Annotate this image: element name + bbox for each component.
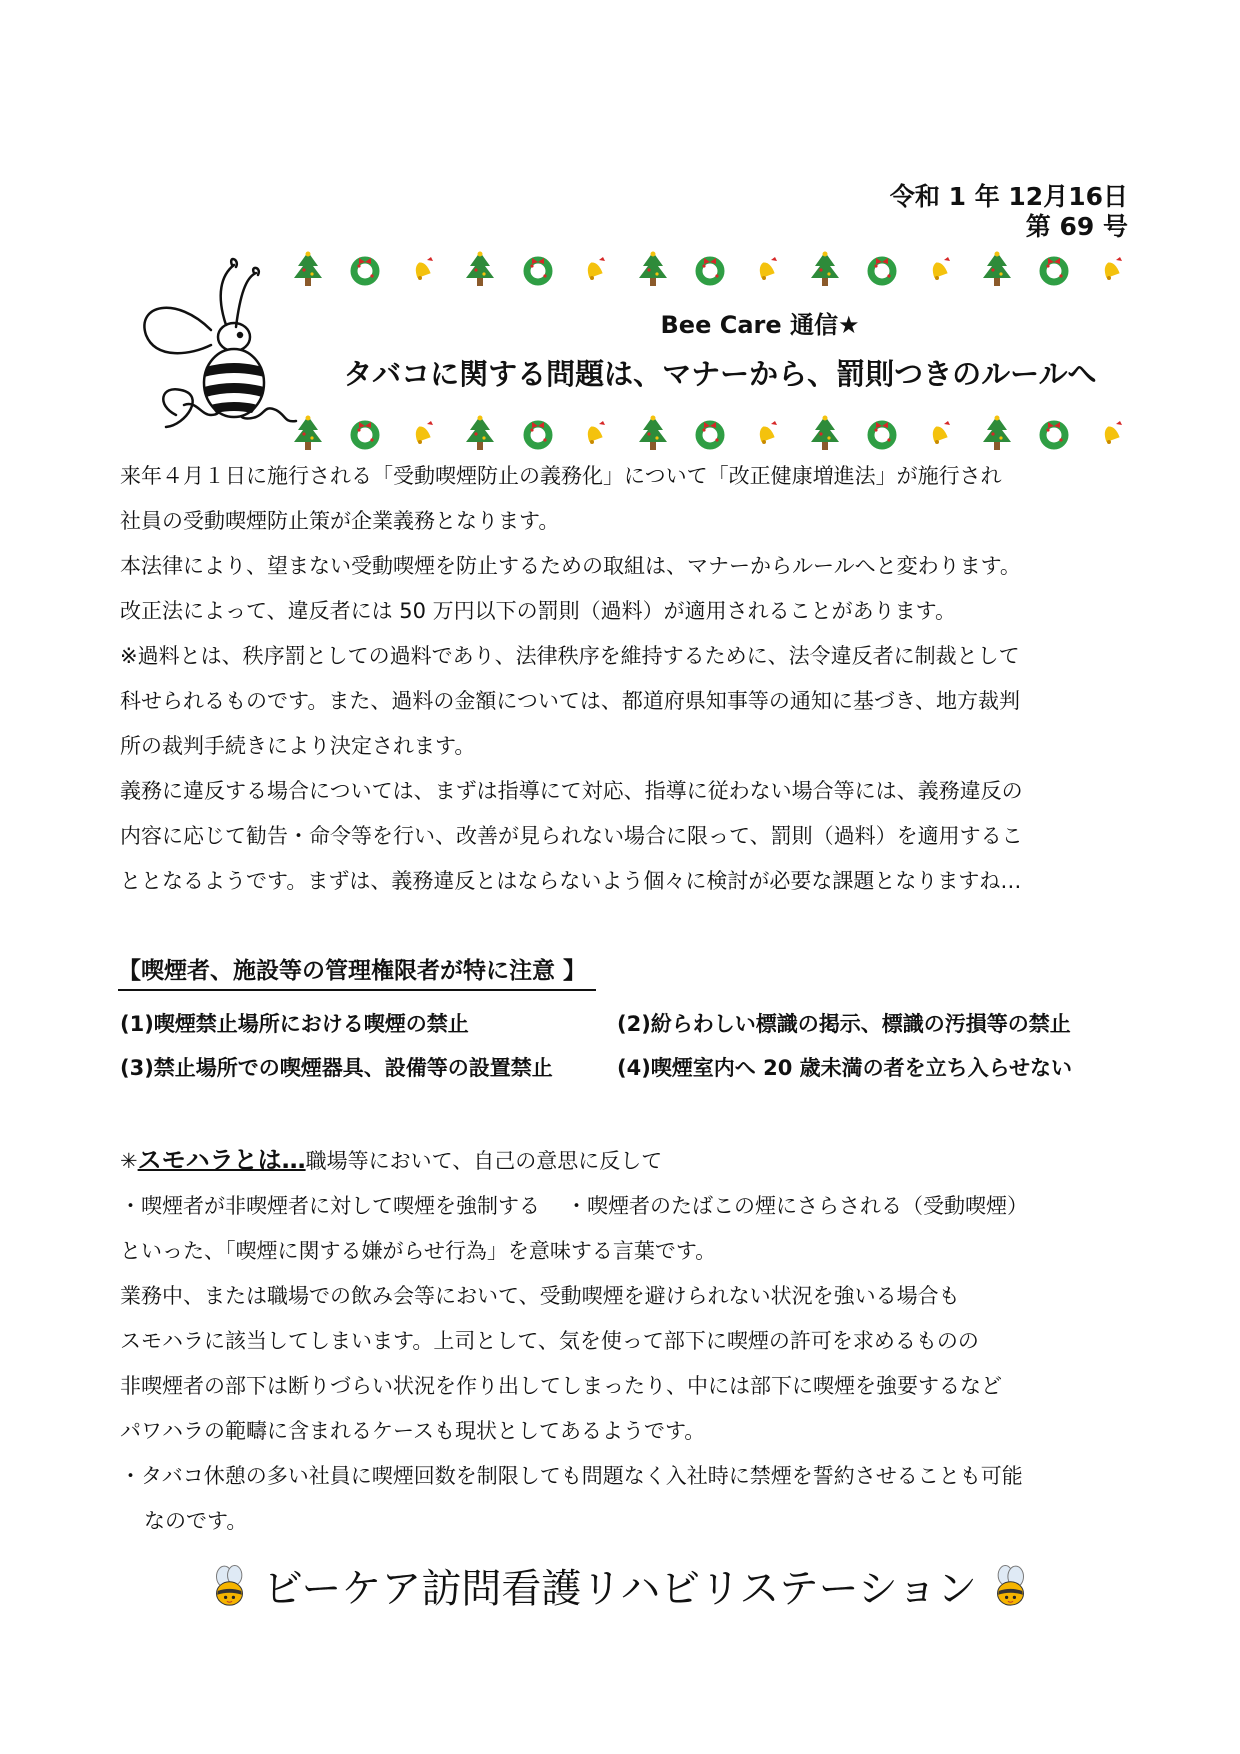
- smohara-line: 非喫煙者の部下は断りづらい状況を作り出してしまったり、中には部下に喫煙を強要するなど: [120, 1374, 1002, 1398]
- headline: タバコに関する問題は、マナーから、罰則つきのルールへ: [343, 357, 1097, 391]
- issue-number: 第 69 号: [1025, 212, 1128, 241]
- wreath-icon: [1036, 414, 1072, 454]
- tree-icon: [635, 250, 671, 290]
- smohara-heading-line: [120, 1138, 1130, 1184]
- issue-date: 令和 1 年 12月16日: [889, 182, 1128, 211]
- tree-icon: [635, 414, 671, 454]
- intro-text: [120, 454, 1130, 904]
- intro-line: 社員の受動喫煙防止策が企業義務となります。: [120, 509, 560, 533]
- bell-icon: [405, 250, 441, 290]
- smohara-lead: 職場等において、自己の意思に反して: [305, 1149, 663, 1173]
- smohara-line: といった、「喫煙に関する嫌がらせ行為」を意味する言葉です。: [120, 1239, 717, 1263]
- tree-icon: [979, 250, 1015, 290]
- smohara-line: 業務中、または職場での飲み会等において、受動喫煙を避けられない状況を強いる場合も: [120, 1284, 960, 1308]
- wreath-icon: [692, 414, 728, 454]
- bell-icon: [405, 414, 441, 454]
- bell-icon: [922, 250, 958, 290]
- newsletter-title: Bee Care 通信★: [660, 311, 860, 339]
- rule-item-1: (1)喫煙禁止場所における喫煙の禁止: [120, 1012, 469, 1036]
- wreath-icon: [864, 414, 900, 454]
- tree-icon: [462, 414, 498, 454]
- smohara-title: スモハラとは…: [137, 1146, 306, 1174]
- bell-icon: [749, 414, 785, 454]
- issue-info: [890, 182, 1128, 242]
- intro-line: ととなるようです。まずは、義務違反とはならないよう個々に検討が必要な課題となりますね…: [120, 869, 1022, 893]
- footer: [210, 1540, 1030, 1630]
- intro-line: 来年４月１日に施行される「受動喫煙防止の義務化」について「改正健康増進法」が施行され: [120, 464, 1002, 488]
- intro-line: 所の裁判手続きにより決定されます。: [120, 734, 476, 758]
- intro-line: 科せられるものです。また、過料の金額については、都道府県知事等の通知に基づき、地方裁判: [120, 689, 1021, 713]
- asterisk-icon: ✳: [120, 1149, 138, 1173]
- wreath-icon: [864, 250, 900, 290]
- section-heading: 【喫煙者、施設等の管理権限者が特に注意 】: [118, 952, 596, 991]
- bell-icon: [922, 414, 958, 454]
- bee-logo-icon: [116, 255, 306, 440]
- intro-line: 義務に違反する場合については、まずは指導にて対応、指導に従わない場合等には、義務違反の: [120, 779, 1023, 803]
- wreath-icon: [692, 250, 728, 290]
- bee-icon: [991, 1550, 1030, 1620]
- smohara-note: ・タバコ休憩の多い社員に喫煙回数を制限しても問題なく入社時に禁煙を誓約させることも可能: [120, 1464, 1023, 1488]
- intro-line: 本法律により、望まない受動喫煙を防止するための取組は、マナーからルールへと変わります。: [120, 554, 1021, 578]
- tree-icon: [807, 250, 843, 290]
- tree-icon: [290, 414, 326, 454]
- organization-name: ビーケア訪問看護リハビリステーション: [263, 1565, 977, 1612]
- intro-line: 改正法によって、違反者には 50 万円以下の罰則（過料）が適用されることがあります。: [120, 599, 956, 623]
- rule-item-4: (4)喫煙室内へ 20 歳未満の者を立ち入らせない: [617, 1056, 1073, 1080]
- smohara-section: [120, 1138, 1130, 1544]
- tree-icon: [807, 414, 843, 454]
- smohara-bullet-a: ・喫煙者が非喫煙者に対して喫煙を強制する: [120, 1194, 540, 1218]
- wreath-icon: [520, 250, 556, 290]
- wreath-icon: [1036, 250, 1072, 290]
- smohara-line: パワハラの範疇に含まれるケースも現状としてあるようです。: [120, 1419, 706, 1443]
- intro-line: ※過料とは、秩序罰としての過料であり、法律秩序を維持するために、法令違反者に制裁として: [120, 644, 1020, 668]
- rule-item-2: (2)紛らわしい標識の掲示、標識の汚損等の禁止: [617, 1012, 1071, 1036]
- tree-icon: [979, 414, 1015, 454]
- decoration-row-top: [290, 248, 1130, 292]
- bell-icon: [577, 414, 613, 454]
- smohara-bullet-b: ・喫煙者のたばこの煙にさらされる（受動喫煙）: [566, 1194, 1028, 1218]
- smohara-bullets: [120, 1184, 1130, 1229]
- wreath-icon: [347, 414, 383, 454]
- intro-line: 内容に応じて勧告・命令等を行い、改善が見られない場合に限って、罰則（過料）を適用するこ: [120, 824, 1023, 848]
- bell-icon: [749, 250, 785, 290]
- smohara-line: スモハラに該当してしまいます。上司として、気を使って部下に喫煙の許可を求めるものの: [120, 1329, 979, 1353]
- rule-item-3: (3)禁止場所での喫煙器具、設備等の設置禁止: [120, 1056, 553, 1080]
- decoration-row-bottom: [290, 412, 1130, 456]
- wreath-icon: [520, 414, 556, 454]
- bell-icon: [577, 250, 613, 290]
- bell-icon: [1094, 414, 1130, 454]
- bee-icon: [210, 1550, 249, 1620]
- smohara-note-continued: なのです。: [144, 1509, 248, 1533]
- bell-icon: [1094, 250, 1130, 290]
- tree-icon: [462, 250, 498, 290]
- wreath-icon: [347, 250, 383, 290]
